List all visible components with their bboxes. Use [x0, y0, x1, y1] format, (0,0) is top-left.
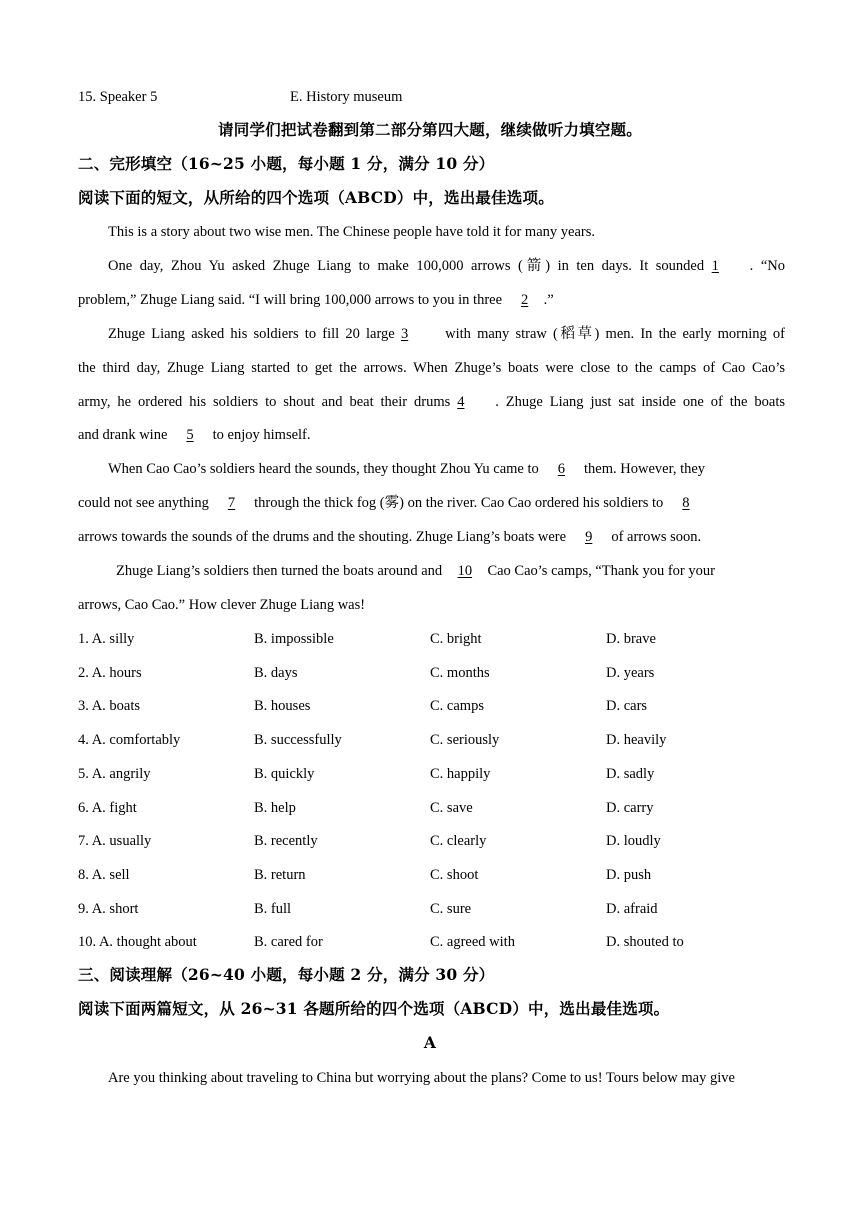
option-9d: D. afraid: [606, 901, 658, 917]
blank-7: 7: [227, 495, 236, 511]
option-8b: B. return: [254, 867, 306, 883]
blank-10: 10: [457, 563, 473, 579]
passage-p3-line3: army, he ordered his soldiers to shout and beat their drums 4 . Zhuge Liang just sat inside one of the boats: [78, 394, 785, 410]
option-6b: B. help: [254, 800, 296, 816]
speaker-label: 15. Speaker 5: [78, 89, 158, 105]
speaker-option: E. History museum: [290, 89, 403, 105]
section2-heading: 二、完形填空（16~25 小题，每小题 1 分，满分 10 分）: [78, 154, 495, 173]
passage-p3-line1: Zhuge Liang asked his soldiers to fill 20 large 3 with many straw (稻草) men. In the early morning of: [108, 326, 786, 342]
option-10d: D. shouted to: [606, 934, 684, 950]
option-10b: B. cared for: [254, 934, 323, 950]
section3-heading: 三、阅读理解（26~40 小题，每小题 2 分，满分 30 分）: [78, 965, 495, 984]
option-8c: C. shoot: [430, 867, 479, 883]
passage-p5-line1: Zhuge Liang’s soldiers then turned the boats around and 10 Cao Cao’s camps, “Thank you for your: [116, 563, 715, 579]
passage-p3-line4: and drank wine 5 to enjoy himself.: [78, 427, 311, 443]
option-3d: D. cars: [606, 698, 648, 714]
option-7d: D. loudly: [606, 833, 661, 849]
passage-p1: This is a story about two wise men. The Chinese people have told it for many years.: [108, 224, 595, 240]
passage-p4-line2: could not see anything 7 through the thick fog (雾) on the river. Cao Cao ordered his soldiers to 8: [78, 494, 705, 512]
option-9b: B. full: [254, 901, 292, 917]
option-3c: C. camps: [430, 698, 484, 714]
passage-p2-line1: One day, Zhou Yu asked Zhuge Liang to make 100,000 arrows (箭) in ten days. It sounded 1 . “No: [108, 258, 785, 274]
option-1d: D. brave: [606, 631, 656, 647]
passage-p5-line2: arrows, Cao Cao.” How clever Zhuge Liang was!: [78, 597, 366, 613]
option-1a: 1. A. silly: [78, 631, 135, 647]
option-5c: C. happily: [430, 766, 491, 782]
option-4b: B. successfully: [254, 732, 342, 748]
passage-a-label: A: [423, 1033, 437, 1052]
section3-instruction: 阅读下面两篇短文，从 26~31 各题所给的四个选项（ABCD）中，选出最佳选项。: [78, 999, 670, 1018]
passage-p3-line2: the third day, Zhuge Liang started to get the arrows. When Zhuge’s boats were close to the camps of Cao Cao’s: [78, 360, 785, 376]
blank-9: 9: [585, 529, 593, 545]
blank-6: 6: [557, 461, 566, 477]
option-6a: 6. A. fight: [78, 800, 137, 816]
option-2d: D. years: [606, 665, 655, 681]
option-8a: 8. A. sell: [78, 867, 130, 883]
blank-1: 1: [711, 258, 719, 274]
option-2b: B. days: [254, 665, 298, 681]
option-7c: C. clearly: [430, 833, 487, 849]
passage-p2-line2: problem,” Zhuge Liang said. “I will bring 100,000 arrows to you in three 2 .”: [78, 292, 554, 308]
option-6c: C. save: [430, 800, 473, 816]
option-9a: 9. A. short: [78, 901, 139, 917]
option-5b: B. quickly: [254, 766, 315, 782]
section2-instruction: 阅读下面的短文，从所给的四个选项（ABCD）中，选出最佳选项。: [78, 188, 554, 207]
blank-2: 2: [521, 292, 529, 308]
option-9c: C. sure: [430, 901, 472, 917]
blank-4: 4: [457, 394, 465, 410]
option-4c: C. seriously: [430, 732, 500, 748]
option-6d: D. carry: [606, 800, 654, 816]
option-10c: C. agreed with: [430, 934, 515, 950]
option-3b: B. houses: [254, 698, 311, 714]
option-1b: B. impossible: [254, 631, 334, 647]
speaker-line: [78, 88, 157, 106]
option-7b: B. recently: [254, 833, 318, 849]
passage-p4-line3: arrows towards the sounds of the drums and the shouting. Zhuge Liang’s boats were 9 of arrows soon.: [78, 529, 702, 545]
blank-3: 3: [400, 326, 409, 342]
option-4a: 4. A. comfortably: [78, 732, 181, 748]
passage-p4-line1: When Cao Cao’s soldiers heard the sounds, they thought Zhou Yu came to 6 them. However, they: [108, 461, 706, 477]
option-5a: 5. A. angrily: [78, 766, 151, 782]
option-2a: 2. A. hours: [78, 665, 142, 681]
option-4d: D. heavily: [606, 732, 667, 748]
option-7a: 7. A. usually: [78, 833, 152, 849]
passage-a-intro: Are you thinking about traveling to China but worrying about the plans? Come to us! Tours below may give: [108, 1070, 735, 1086]
blank-8: 8: [682, 495, 690, 511]
option-3a: 3. A. boats: [78, 698, 141, 714]
option-8d: D. push: [606, 867, 652, 883]
option-10a: 10. A. thought about: [78, 934, 197, 950]
option-5d: D. sadly: [606, 766, 655, 782]
notice-text: 请同学们把试卷翻到第二部分第四大题，继续做听力填空题。: [218, 120, 642, 139]
blank-5: 5: [186, 427, 194, 443]
option-2c: C. months: [430, 665, 490, 681]
option-1c: C. bright: [430, 631, 482, 647]
